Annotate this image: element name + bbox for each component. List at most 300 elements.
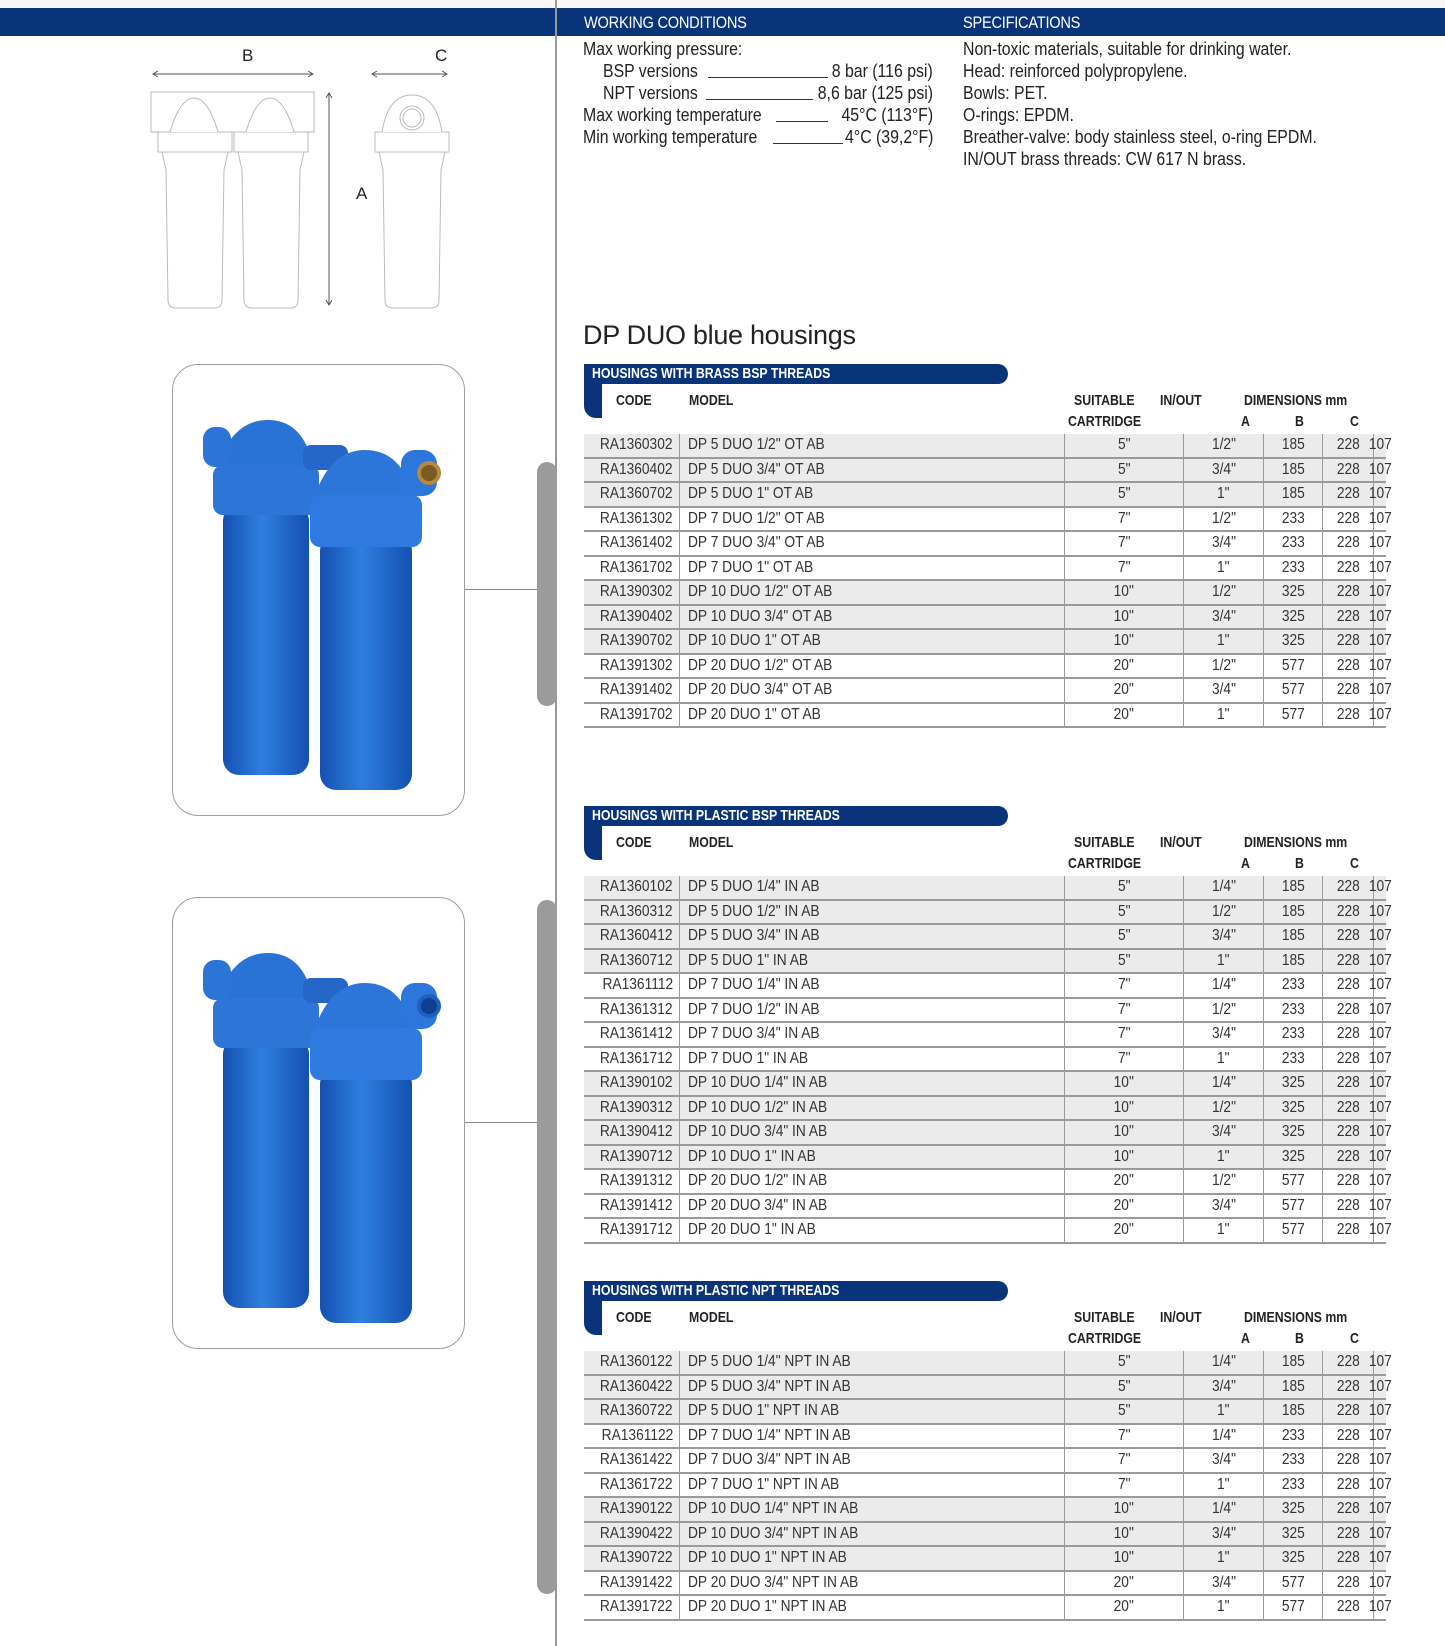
cell-inout	[1184, 704, 1264, 727]
cell-inout	[1184, 999, 1264, 1022]
cell-code-text: RA1391302	[600, 656, 673, 674]
cell-dim-b-text: 228	[1336, 976, 1360, 994]
cell-dim-b	[1323, 1400, 1374, 1423]
cell-code-text: RA1361412	[600, 1025, 673, 1043]
table-row	[584, 1449, 1392, 1474]
cell-dim-c	[1368, 581, 1392, 604]
leader-line	[708, 77, 828, 78]
cell-code	[584, 1023, 680, 1046]
cell-cartridge	[1065, 483, 1184, 506]
table-body	[584, 434, 1392, 728]
cell-inout-text: 3/4"	[1211, 460, 1236, 478]
cell-model	[680, 1572, 1065, 1595]
cell-code-text: RA1390102	[600, 1074, 673, 1092]
cell-model-text: DP 5 DUO 1/4" NPT IN AB	[688, 1353, 851, 1371]
cell-dim-a-text: 185	[1281, 927, 1305, 945]
cell-dim-c	[1368, 1219, 1392, 1242]
cell-dim-c	[1368, 1376, 1392, 1399]
cell-dim-a	[1264, 1097, 1323, 1120]
cell-code-text: RA1391722	[600, 1598, 673, 1616]
cell-inout-text: 1/2"	[1211, 509, 1236, 527]
cell-code-text: RA1390712	[600, 1147, 673, 1165]
cell-dim-a	[1264, 1170, 1323, 1193]
cell-dim-c-text: 107	[1368, 656, 1392, 674]
table-row	[584, 1596, 1392, 1621]
cell-inout	[1184, 606, 1264, 629]
cell-model	[680, 999, 1065, 1022]
cell-dim-a	[1264, 876, 1323, 899]
cell-dim-a-text: 233	[1281, 509, 1305, 527]
cell-dim-a	[1264, 1498, 1323, 1521]
cell-model-text: DP 5 DUO 1" NPT IN AB	[688, 1402, 840, 1420]
cell-code	[584, 434, 680, 457]
cell-dim-c-text: 107	[1368, 632, 1392, 650]
cell-dim-a-text: 233	[1281, 1000, 1305, 1018]
cell-dim-a-text: 185	[1281, 1377, 1305, 1395]
cell-dim-c	[1368, 1048, 1392, 1071]
cell-model-text: DP 20 DUO 1" OT AB	[688, 705, 821, 723]
table-row	[584, 1219, 1392, 1244]
cell-model-text: DP 10 DUO 1" NPT IN AB	[688, 1549, 847, 1567]
cell-dim-b	[1323, 1351, 1374, 1374]
cell-dim-c-text: 107	[1368, 1172, 1392, 1190]
table-row	[584, 1121, 1392, 1146]
cell-model-text: DP 5 DUO 1/4" IN AB	[688, 878, 820, 896]
cell-code	[584, 1170, 680, 1193]
header-band	[0, 8, 1445, 36]
col-header-cartridge-2: CARTRIDGE	[1068, 413, 1142, 430]
cell-dim-b	[1323, 925, 1374, 948]
cell-code	[584, 704, 680, 727]
cell-code	[584, 459, 680, 482]
cell-dim-a	[1264, 704, 1323, 727]
cell-model	[680, 557, 1065, 580]
cell-dim-a-text: 185	[1281, 902, 1305, 920]
cell-dim-c-text: 107	[1368, 558, 1392, 576]
cell-model-text: DP 7 DUO 3/4" IN AB	[688, 1025, 820, 1043]
cell-dim-b	[1323, 581, 1374, 604]
cell-cartridge	[1065, 1523, 1184, 1546]
spec-line: Head: reinforced polypropylene.	[963, 61, 1188, 81]
cell-model-text: DP 7 DUO 1/2" IN AB	[688, 1000, 820, 1018]
table-row	[584, 999, 1392, 1024]
cell-dim-b	[1323, 630, 1374, 653]
cell-dim-b	[1323, 483, 1374, 506]
cell-inout-text: 1/2"	[1211, 436, 1236, 454]
cell-inout	[1184, 950, 1264, 973]
cell-inout-text: 1"	[1217, 558, 1230, 576]
cell-cartridge	[1065, 630, 1184, 653]
cell-code-text: RA1361312	[600, 1000, 673, 1018]
cell-cartridge-text: 7"	[1117, 1049, 1131, 1067]
cell-dim-a	[1264, 1376, 1323, 1399]
table-row	[584, 1048, 1392, 1073]
cell-cartridge-text: 7"	[1117, 534, 1131, 552]
cell-dim-a-text: 233	[1281, 1049, 1305, 1067]
cell-model	[680, 1474, 1065, 1497]
cell-dim-c	[1368, 901, 1392, 924]
cell-dim-c-text: 107	[1368, 1123, 1392, 1141]
cell-dim-c-text: 107	[1368, 534, 1392, 552]
wc-label: Min working temperature	[583, 127, 758, 147]
cell-dim-a	[1264, 1400, 1323, 1423]
cell-model	[680, 1425, 1065, 1448]
col-header-dimensions: DIMENSIONS mm	[1244, 1309, 1348, 1326]
cell-dim-c-text: 107	[1368, 902, 1392, 920]
cell-model-text: DP 20 DUO 1" IN AB	[688, 1221, 816, 1239]
cell-inout	[1184, 1170, 1264, 1193]
cell-code-text: RA1390122	[600, 1500, 673, 1518]
cell-code	[584, 901, 680, 924]
cell-dim-b	[1323, 1498, 1374, 1521]
cell-dim-b-text: 228	[1336, 1098, 1360, 1116]
cell-cartridge	[1065, 434, 1184, 457]
cell-cartridge	[1065, 974, 1184, 997]
cell-model-text: DP 20 DUO 1/2" OT AB	[688, 656, 833, 674]
cell-dim-a	[1264, 581, 1323, 604]
cell-model-text: DP 10 DUO 1" IN AB	[688, 1147, 816, 1165]
cell-dim-b-text: 228	[1336, 1451, 1360, 1469]
cell-dim-a-text: 325	[1281, 1524, 1305, 1542]
cell-inout-text: 1/4"	[1211, 1074, 1236, 1092]
col-header-model: MODEL	[689, 834, 734, 851]
cell-model	[680, 1351, 1065, 1374]
cell-cartridge-text: 10"	[1113, 583, 1135, 601]
cell-code-text: RA1360722	[600, 1402, 673, 1420]
cell-dim-b-text: 228	[1336, 1353, 1360, 1371]
cell-dim-c-text: 107	[1368, 1049, 1392, 1067]
cell-cartridge	[1065, 459, 1184, 482]
cell-dim-c-text: 107	[1368, 1221, 1392, 1239]
col-header-c: C	[1349, 855, 1359, 872]
cell-dim-b-text: 228	[1336, 902, 1360, 920]
cell-code	[584, 1097, 680, 1120]
cell-dim-a	[1264, 950, 1323, 973]
cell-cartridge	[1065, 901, 1184, 924]
cell-cartridge	[1065, 1400, 1184, 1423]
cell-dim-a-text: 185	[1281, 951, 1305, 969]
cell-cartridge	[1065, 1072, 1184, 1095]
dimension-label-b: B	[242, 46, 254, 65]
leader-line	[776, 121, 828, 122]
cell-dim-a	[1264, 1523, 1323, 1546]
cell-inout	[1184, 1596, 1264, 1619]
cell-dim-b	[1323, 1170, 1374, 1193]
cell-dim-c-text: 107	[1368, 1402, 1392, 1420]
cell-dim-a-text: 325	[1281, 1500, 1305, 1518]
cell-dim-a-text: 577	[1281, 1221, 1305, 1239]
col-header-inout: IN/OUT	[1160, 392, 1202, 409]
cell-cartridge	[1065, 1170, 1184, 1193]
cell-dim-c	[1368, 630, 1392, 653]
cell-inout	[1184, 655, 1264, 678]
cell-cartridge-text: 5"	[1117, 902, 1131, 920]
cell-inout	[1184, 1474, 1264, 1497]
cell-code	[584, 1121, 680, 1144]
cell-inout	[1184, 1023, 1264, 1046]
cell-cartridge	[1065, 1376, 1184, 1399]
cell-dim-c-text: 107	[1368, 1426, 1392, 1444]
cell-model-text: DP 20 DUO 3/4" IN AB	[688, 1196, 828, 1214]
cell-dim-b	[1323, 1048, 1374, 1071]
cell-dim-a-text: 185	[1281, 485, 1305, 503]
cell-dim-c	[1368, 1449, 1392, 1472]
cell-cartridge-text: 20"	[1113, 1598, 1135, 1616]
cell-dim-b	[1323, 679, 1374, 702]
cell-code-text: RA1361302	[600, 509, 673, 527]
cell-cartridge	[1065, 1121, 1184, 1144]
col-header-dimensions: DIMENSIONS mm	[1244, 834, 1348, 851]
cell-dim-c	[1368, 1121, 1392, 1144]
cell-inout-text: 3/4"	[1211, 927, 1236, 945]
col-header-dimensions: DIMENSIONS mm	[1244, 392, 1348, 409]
cell-dim-b	[1323, 1523, 1374, 1546]
col-header-code: CODE	[616, 392, 652, 409]
cell-dim-c	[1368, 655, 1392, 678]
cell-dim-c-text: 107	[1368, 460, 1392, 478]
cell-dim-a	[1264, 1023, 1323, 1046]
table-row	[584, 1023, 1392, 1048]
table-row	[584, 1474, 1392, 1499]
cell-dim-b	[1323, 459, 1374, 482]
cell-model-text: DP 10 DUO 1/2" OT AB	[688, 583, 833, 601]
cell-inout-text: 3/4"	[1211, 1196, 1236, 1214]
cell-code-text: RA1361112	[602, 976, 673, 994]
cell-inout-text: 1/2"	[1211, 902, 1236, 920]
cell-dim-c	[1368, 1195, 1392, 1218]
cell-inout-text: 3/4"	[1211, 1573, 1236, 1591]
cell-inout-text: 1"	[1217, 1221, 1230, 1239]
cell-dim-c-text: 107	[1368, 1098, 1392, 1116]
cell-dim-c-text: 107	[1368, 1353, 1392, 1371]
cell-dim-b	[1323, 1376, 1374, 1399]
cell-cartridge	[1065, 1572, 1184, 1595]
cell-dim-c-text: 107	[1368, 705, 1392, 723]
cell-model	[680, 532, 1065, 555]
cell-model-text: DP 5 DUO 3/4" NPT IN AB	[688, 1377, 851, 1395]
cell-inout	[1184, 1547, 1264, 1570]
col-header-code: CODE	[616, 1309, 652, 1326]
cell-dim-a-text: 325	[1281, 1147, 1305, 1165]
cell-dim-c	[1368, 704, 1392, 727]
col-header-a: A	[1240, 413, 1250, 430]
cell-dim-b-text: 228	[1336, 1500, 1360, 1518]
cell-dim-b-text: 228	[1336, 878, 1360, 896]
cell-dim-c-text: 107	[1368, 1500, 1392, 1518]
cell-dim-b	[1323, 1195, 1374, 1218]
cell-dim-b	[1323, 974, 1374, 997]
cell-model-text: DP 10 DUO 1/2" IN AB	[688, 1098, 828, 1116]
cell-model-text: DP 7 DUO 1" IN AB	[688, 1049, 809, 1067]
page-title: DP DUO blue housings	[583, 320, 856, 350]
cell-code	[584, 1376, 680, 1399]
col-header-code: CODE	[616, 834, 652, 851]
dimension-label-c: C	[435, 46, 448, 65]
cell-dim-c	[1368, 1425, 1392, 1448]
cell-code	[584, 1351, 680, 1374]
cell-model	[680, 1400, 1065, 1423]
cell-cartridge	[1065, 581, 1184, 604]
cell-model-text: DP 7 DUO 1/4" IN AB	[688, 976, 820, 994]
cell-code-text: RA1391412	[600, 1196, 673, 1214]
cell-model	[680, 1219, 1065, 1242]
cell-inout-text: 1"	[1217, 1475, 1230, 1493]
table-row	[584, 532, 1392, 557]
working-conditions	[583, 38, 933, 148]
cell-model-text: DP 7 DUO 1" NPT IN AB	[688, 1475, 840, 1493]
cell-model-text: DP 5 DUO 3/4" OT AB	[688, 460, 825, 478]
cell-cartridge-text: 20"	[1113, 656, 1135, 674]
cell-dim-b-text: 228	[1336, 1074, 1360, 1092]
cell-dim-b-text: 228	[1336, 1549, 1360, 1567]
cell-dim-a-text: 325	[1281, 1074, 1305, 1092]
cell-code	[584, 925, 680, 948]
cell-dim-b-text: 228	[1336, 1049, 1360, 1067]
cell-code	[584, 1072, 680, 1095]
cell-dim-c	[1368, 1498, 1392, 1521]
cell-cartridge-text: 20"	[1113, 1573, 1135, 1591]
cell-code	[584, 508, 680, 531]
wc-label: NPT versions	[603, 83, 698, 103]
cell-dim-b-text: 228	[1336, 1426, 1360, 1444]
cell-dim-b-text: 228	[1336, 583, 1360, 601]
cell-cartridge-text: 5"	[1117, 460, 1131, 478]
cell-code-text: RA1391422	[600, 1573, 673, 1591]
cell-dim-b-text: 228	[1336, 1172, 1360, 1190]
col-header-inout: IN/OUT	[1160, 834, 1202, 851]
cell-dim-b-text: 228	[1336, 632, 1360, 650]
cell-model-text: DP 10 DUO 1/4" IN AB	[688, 1074, 828, 1092]
cell-dim-c	[1368, 606, 1392, 629]
cell-dim-a-text: 185	[1281, 878, 1305, 896]
cell-code-text: RA1390312	[600, 1098, 673, 1116]
leader-line	[706, 99, 813, 100]
cell-dim-c-text: 107	[1368, 485, 1392, 503]
cell-dim-c-text: 107	[1368, 1549, 1392, 1567]
cell-dim-c-text: 107	[1368, 583, 1392, 601]
cell-model	[680, 483, 1065, 506]
table-row	[584, 1376, 1392, 1401]
cell-inout	[1184, 1449, 1264, 1472]
wc-line-min-temp	[583, 126, 933, 148]
cell-inout-text: 1/2"	[1211, 1000, 1236, 1018]
cell-dim-b-text: 228	[1336, 1147, 1360, 1165]
wc-line-npt	[583, 82, 933, 104]
cell-cartridge-text: 7"	[1117, 1451, 1131, 1469]
cell-dim-c	[1368, 508, 1392, 531]
cell-inout	[1184, 557, 1264, 580]
cell-dim-a	[1264, 974, 1323, 997]
cell-dim-b-text: 228	[1336, 927, 1360, 945]
cell-dim-a	[1264, 925, 1323, 948]
table-row	[584, 1146, 1392, 1171]
cell-dim-c	[1368, 1351, 1392, 1374]
spec-line: IN/OUT brass threads: CW 617 N brass.	[963, 149, 1247, 169]
col-header-cartridge-2: CARTRIDGE	[1068, 1330, 1142, 1347]
cell-model	[680, 630, 1065, 653]
cell-dim-a	[1264, 1048, 1323, 1071]
cell-dim-c	[1368, 483, 1392, 506]
cell-model	[680, 876, 1065, 899]
cell-inout-text: 1"	[1217, 951, 1230, 969]
cell-model	[680, 655, 1065, 678]
table-row	[584, 581, 1392, 606]
cell-code	[584, 1523, 680, 1546]
cell-model-text: DP 5 DUO 1/2" OT AB	[688, 436, 825, 454]
cell-cartridge-text: 5"	[1117, 927, 1131, 945]
col-header-cartridge: SUITABLE	[1074, 834, 1135, 851]
wc-line-bsp	[583, 60, 933, 82]
table-row	[584, 1400, 1392, 1425]
cell-cartridge-text: 7"	[1117, 558, 1131, 576]
table-row	[584, 1351, 1392, 1376]
product-photo-brass	[172, 364, 465, 816]
cell-inout	[1184, 1121, 1264, 1144]
cell-model-text: DP 10 DUO 1/4" NPT IN AB	[688, 1500, 859, 1518]
spec-line: Breather-valve: body stainless steel, o-ring EPDM.	[963, 127, 1317, 147]
cell-dim-c-text: 107	[1368, 976, 1392, 994]
cell-inout-text: 1"	[1217, 1147, 1230, 1165]
cell-model	[680, 901, 1065, 924]
cell-dim-c-text: 107	[1368, 1451, 1392, 1469]
cell-dim-a	[1264, 1219, 1323, 1242]
cell-dim-a-text: 325	[1281, 583, 1305, 601]
cell-cartridge	[1065, 925, 1184, 948]
table-row	[584, 1195, 1392, 1220]
table-row	[584, 901, 1392, 926]
wc-label: Max working temperature	[583, 105, 762, 125]
cell-code	[584, 1498, 680, 1521]
cell-dim-c	[1368, 1072, 1392, 1095]
cell-cartridge-text: 10"	[1113, 1123, 1135, 1141]
specifications	[963, 38, 1365, 170]
cell-cartridge-text: 10"	[1113, 1147, 1135, 1165]
working-conditions-title: WORKING CONDITIONS	[584, 13, 747, 32]
table-row	[584, 1572, 1392, 1597]
cell-code	[584, 1048, 680, 1071]
cell-inout-text: 1"	[1217, 705, 1230, 723]
cell-cartridge	[1065, 679, 1184, 702]
cell-cartridge	[1065, 1596, 1184, 1619]
table-row	[584, 950, 1392, 975]
cell-dim-b-text: 228	[1336, 1475, 1360, 1493]
cell-cartridge-text: 10"	[1113, 607, 1135, 625]
cell-code	[584, 1195, 680, 1218]
wc-heading: Max working pressure:	[583, 39, 743, 59]
cell-cartridge-text: 20"	[1113, 681, 1135, 699]
cell-dim-a	[1264, 1072, 1323, 1095]
cell-inout-text: 1"	[1217, 632, 1230, 650]
cell-cartridge-text: 7"	[1117, 976, 1131, 994]
cell-model	[680, 950, 1065, 973]
cell-inout-text: 3/4"	[1211, 681, 1236, 699]
cell-dim-c	[1368, 679, 1392, 702]
cell-dim-c-text: 107	[1368, 607, 1392, 625]
cell-dim-b-text: 228	[1336, 951, 1360, 969]
col-header-cartridge: SUITABLE	[1074, 1309, 1135, 1326]
cell-dim-c-text: 107	[1368, 1475, 1392, 1493]
cell-dim-a-text: 233	[1281, 558, 1305, 576]
connector-line	[465, 589, 539, 590]
table-title: HOUSINGS WITH PLASTIC NPT THREADS	[592, 1282, 840, 1299]
cell-inout	[1184, 901, 1264, 924]
cell-code	[584, 876, 680, 899]
cell-cartridge	[1065, 876, 1184, 899]
cell-dim-b-text: 228	[1336, 534, 1360, 552]
cell-dim-b	[1323, 704, 1374, 727]
cell-dim-a-text: 325	[1281, 1098, 1305, 1116]
product-photo-plastic	[172, 897, 465, 1349]
